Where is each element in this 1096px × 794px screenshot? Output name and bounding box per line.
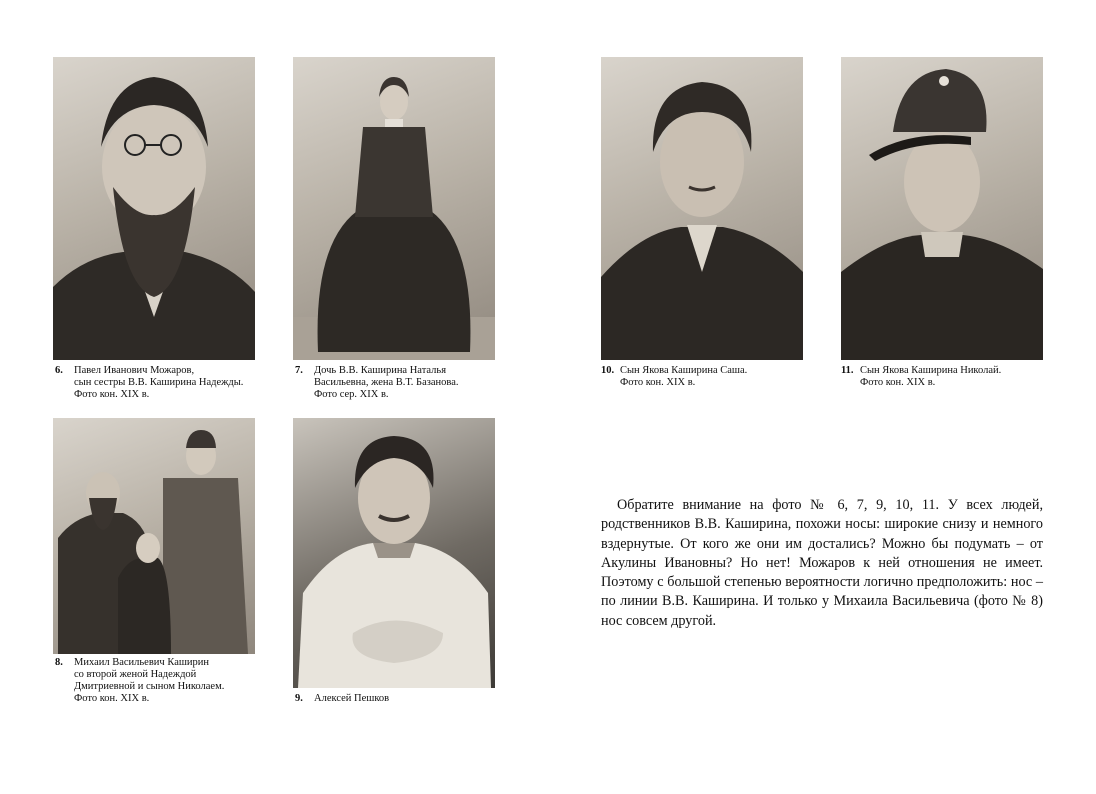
caption-line: Дочь В.В. Каширина Наталья (314, 365, 447, 376)
caption-line: Сын Якова Каширина Саша. (620, 365, 748, 376)
caption-9 (295, 693, 389, 705)
caption-line: Фото сер. XIX в. (314, 389, 389, 400)
caption-line: со второй женой Надеждой (74, 669, 197, 680)
caption-number: 7. (295, 365, 303, 376)
photo-7-natalya (293, 57, 495, 360)
caption-11 (841, 365, 1001, 389)
photo-6-mozharov (53, 57, 255, 360)
caption-line: Васильевна, жена В.Т. Базанова. (314, 377, 459, 388)
caption-line: Фото кон. XIX в. (74, 693, 150, 704)
caption-number: 11. (841, 365, 854, 376)
caption-number: 6. (55, 365, 63, 376)
body-paragraph: Обратите внимание на фото № 6, 7, 9, 10, 11. У всех людей, родственников В.В. Каширина, похожи носы: широкие снизу и немного вздернутые. От кого же они им достались? Можно бы подумать – от Акулины Ивановны? Но нет! Можаров к ней отношения не имеет. Поэтому с большой степенью вероятности логично предположить: нос – по линии В.В. Каширина. И только у Михаила Васильевича (фото № 8) нос совсем другой. (601, 497, 1043, 629)
caption-line: Фото кон. XIX в. (860, 377, 936, 388)
caption-10 (601, 365, 747, 389)
photo-9-peshkov (293, 418, 495, 688)
photo-8-family (53, 418, 255, 654)
caption-line: Сын Якова Каширина Николай. (860, 365, 1002, 376)
caption-line: Фото кон. XIX в. (620, 377, 696, 388)
caption-6 (55, 365, 243, 401)
photo-11-nikolay (841, 57, 1043, 360)
caption-7 (295, 365, 459, 401)
caption-line: Михаил Васильевич Каширин (74, 657, 210, 668)
caption-8 (55, 657, 224, 705)
caption-number: 10. (601, 365, 615, 376)
caption-line: Дмитриевной и сыном Николаем. (74, 681, 225, 692)
photo-10-sasha (601, 57, 803, 360)
caption-number: 9. (295, 693, 303, 704)
caption-line: сын сестры В.В. Каширина Надежды. (74, 377, 244, 388)
caption-number: 8. (55, 657, 63, 668)
caption-line: Фото кон. XIX в. (74, 389, 150, 400)
caption-line: Павел Иванович Можаров, (74, 365, 195, 376)
caption-line: Алексей Пешков (314, 693, 390, 704)
